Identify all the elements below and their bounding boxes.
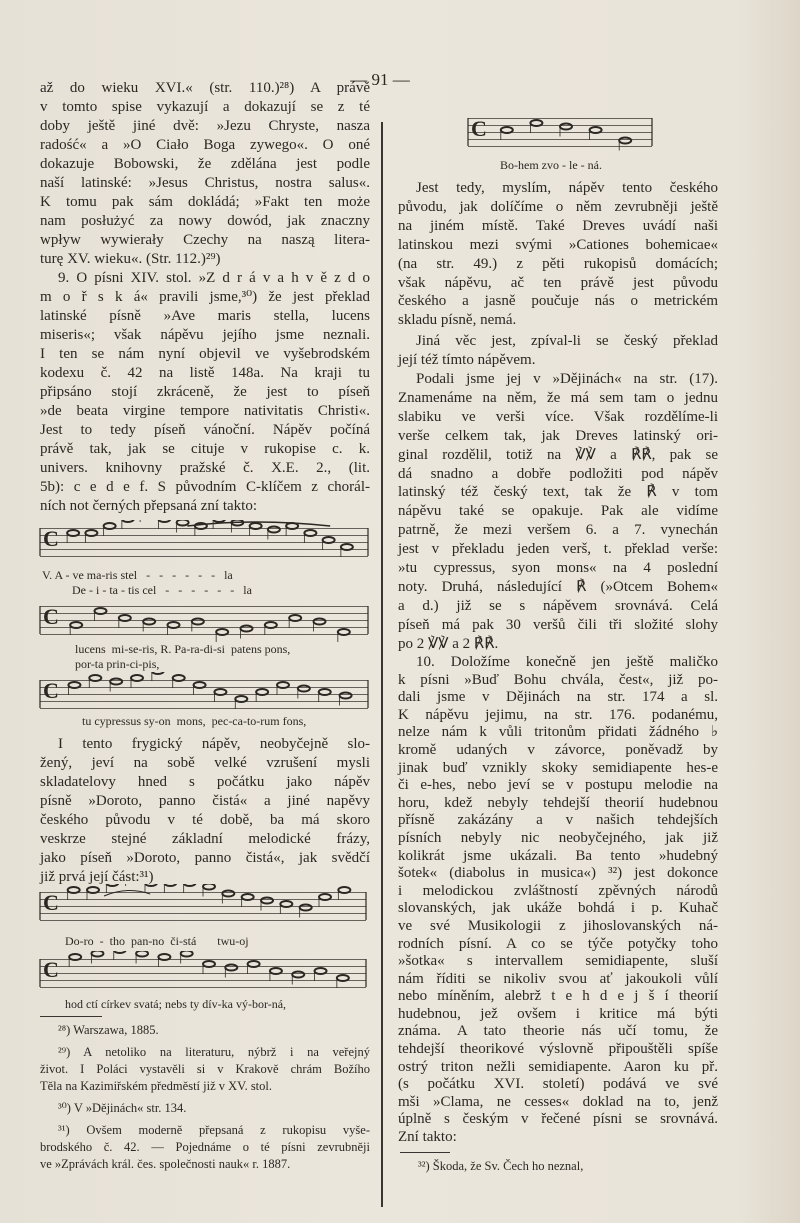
note [261,898,273,904]
text-line: skladatelovy hned s počátku jako nápěv [40,774,370,790]
c-clef-icon: C [43,604,59,629]
music-right-lyric-1: Bo-hem zvo - le - ná. [500,158,602,172]
music-staff-2 [38,598,370,648]
note [91,951,103,957]
note [168,622,180,628]
text-line: verše celkem tak, jak Dreves latinský ori- [398,427,718,444]
footnote [40,1044,370,1095]
note [222,891,234,897]
text-line: připsáno stojí zkráceně, že jest to píseň [40,384,370,400]
text-line: univers. knihovny pražské č. X.E. 2., (lit. [40,460,370,476]
note [270,968,282,974]
music-3-lyric-1: tu cypressus sy-on mons, pec-ca-to-rum fons, [82,714,307,728]
text-line: Jest tedy, myslím, nápěv tento českého [416,180,718,196]
text-line: doby ještě jiné dvě: »Jezu Chryste, nasza [40,118,370,134]
note [114,951,126,953]
music-2-lyric-2: por-ta prin-ci-pis, [75,657,160,671]
page-number: — 91 — [350,70,410,89]
note [158,954,170,960]
note [304,530,316,536]
text-line: miseris«; však nápěvu jejího jsme neznali. [40,327,370,343]
music-1-lyric-2: De - i - ta - tis cel - - - - - - la [72,583,252,597]
text-line: právě tak, jak se cituje v rukopise c. k. [40,441,370,457]
note [181,951,193,957]
note [68,887,80,893]
text-line: (na str. 49.) z pěti rukopisů domácích; [398,255,718,272]
right-paragraph-2 [398,332,718,370]
text-line: českého původu v té době, ba má skoro [40,812,370,828]
text-line: tehdejší theorikové výslovně připouštěli spíše [398,1041,718,1058]
note [104,523,116,529]
text-line: dali jsme v Dějinách na str. 174 a sl. [398,689,718,706]
slur [104,890,150,896]
footnotes-left [40,1022,370,1178]
note [192,619,204,625]
note [164,884,176,886]
text-line: nelze nám k vůli tritonům přidati žádného ♭ [398,724,718,741]
note [314,619,326,625]
music-staff-3 [38,672,370,718]
text-line: »šotka« s intervallem semidiapente, sluší [398,953,718,970]
text-line: mši »Clama, ne cesses« doklad na to, jenž [398,1093,718,1110]
page-edge-shadow [740,0,800,1223]
text-line: latinskou mezi svými »Cationes bohemicae« [398,236,718,253]
text-line: dá snadno a dobře podložiti pod nápěv [398,465,718,482]
note [338,629,350,635]
text-line: až do wieku XVI.« (str. 110.)²⁸) A právě [40,80,370,96]
note [338,887,350,893]
text-line: na jiném místě. Také Dreves uvádí naši [398,217,718,234]
footnote-line: ²⁸) Warszawa, 1885. [58,1023,159,1037]
note [68,682,80,688]
text-line: původu, jak dolíčíme o něm zevrubněji ještě [398,198,718,215]
text-line: (s počátku XVI. století) podává ve své [398,1076,718,1093]
text-line: její též tímto nápěvem. [398,351,536,368]
note [560,124,572,130]
note [110,679,122,685]
note [119,615,131,621]
text-line: m o ř s k á« pravili jsme,³⁰) že jest překlad [40,289,370,305]
text-line: K tomu pak sám dokládá; »Fakt ten może [40,194,370,210]
text-line: nám říditi se nikoliv svou ať jakoukoli vůlí [398,970,718,987]
note [315,968,327,974]
note [122,520,134,522]
text-line: veskrze stejné základní melodické frázy, [40,831,370,847]
music-1-lyric-1: V. A - ve ma-ris stel - - - - - - la [42,568,233,582]
note [250,523,262,529]
text-line: »de beata virgine tempore nativitatis Christi«. [40,403,370,419]
text-line: latinský též český text, tak že ℟ v tom [398,484,718,501]
note [530,120,542,126]
footnote-line: brodského č. 42. — Pojednáme o té písni zevrubněji [40,1140,370,1154]
note [145,884,157,886]
text-line: Podali jsme jej v »Dějinách« na str. (17). [416,371,718,387]
note [70,622,82,628]
music-2-lyric-1: lucens mi-se-ris, R. Pa-ra-di-si patens pons, [75,642,291,656]
footnote-line: Těla na Kazimiřském předměstí již v XV. stol. [40,1079,273,1093]
note [248,961,260,967]
text-line: »tu cypressus, syon mons« na 4 poslední [398,560,718,577]
text-line: turę XV. wieku«. (Str. 112.)²⁹) [40,251,221,267]
text-line: naší latinské: »Jesus Christus, nostra salus«. [40,175,370,191]
note [619,138,631,144]
footnotes-right [400,1158,720,1180]
music-staff-5 [38,951,368,997]
note [194,682,206,688]
music-staff-right [466,110,654,156]
c-clef-icon: C [43,957,59,982]
text-line: ginal rozdělil, totiž na ℣℣ a ℟℟, pak se [398,446,718,463]
c-clef-icon: C [471,116,487,141]
note [277,682,289,688]
text-line: kolikrát jsme ukázali. Ba tento »hudebný [398,847,718,864]
text-line: ve své Musikologii z jihoslovanských ná- [398,917,718,934]
text-line: nebo míněním, alebrž t e h d e j š í theorií [398,988,718,1005]
text-line: však nápěvu, ač ten právě jest původu [398,274,718,291]
text-line: noty. Druhá, následující ℟ (»Otcem Bohem« [398,578,718,595]
text-line: radość« a »O Ciało Boga zywego«. O oné [40,137,370,153]
music-5-lyric-1: hod ctí církev svatá; nebs ty dív-ka vý-bor-ná, [65,997,287,1011]
footnote-line: ³²) Škoda, že Sv. Čech ho neznal, [418,1159,584,1173]
c-clef-icon: C [43,678,59,703]
text-line: i melodickou zvláštností zpěvných národů [398,882,718,899]
text-line: jako píseň »Doroto, panno čistá«, jak svědčí [40,850,370,866]
note [67,530,79,536]
note [143,619,155,625]
note [95,608,107,614]
text-line: Jest to tedy píseň vánoční. Nápěv počíná [40,422,370,438]
text-line: jest v překladu jeden verš, t. překlad verše: [398,541,718,558]
note [289,615,301,621]
note [106,884,118,886]
note [298,686,310,692]
note [242,894,254,900]
left-paragraph-3 [40,735,370,887]
text-line: píseň má pak 30 veršů čili tři složité slohy [398,616,718,633]
text-line: šotek« (diabolus in musica«) ³²) jest dokonce [398,865,718,882]
note [69,954,81,960]
text-line: či e-hes, nebo jeví se v postupu melodie na [398,777,718,794]
music-staff-1 [38,520,370,570]
note [184,884,196,886]
text-line: skladu písně, nemá. [398,312,517,329]
text-line: Zní takto: [398,1129,457,1146]
text-line: rodních písní. A co se týče potyčky toho [398,935,718,952]
text-line: 10. Doložíme konečně jen ještě maličko [416,654,718,670]
note [501,127,513,133]
text-line: latinské písně »Ave maris stella, lucens [40,308,370,324]
note [341,544,353,550]
note [152,672,164,674]
footnote-line: ²⁹) A netoliko na literaturu, nýbrž i na veřejný [58,1045,370,1059]
c-clef-icon: C [43,890,59,915]
note [323,537,335,543]
text-line: patrně, že mezi veršem 6. a 7. vynechán [398,522,718,539]
text-line: po 2 ℣℣ a 2 ℟℟. [398,635,499,652]
note [319,894,331,900]
right-paragraph-4 [398,654,718,1147]
note [173,675,185,681]
text-line: úplně s českým v řečené písni se srovnává. [398,1111,718,1128]
text-line: písně »Doroto, panno čistá« a jiné napěvy [40,793,370,809]
text-line: českého a jasně poučuje nás o metrickém [398,293,718,310]
note [203,884,215,890]
note [203,961,215,967]
text-line: 9. O písni XIV. stol. »Z d r á v a h v ě z d o [58,270,370,286]
note [177,520,189,526]
text-line: písních nebyly nic neobyčejného, jak již [398,829,718,846]
note [340,693,352,699]
footnote-line: ³¹) Ovšem moderně přepsaná z rukopisu vyše- [58,1123,370,1137]
note [225,965,237,971]
left-paragraph-1 [40,79,370,269]
music-4-lyric-1: Do-ro - tho pan-no či-stá twu-oj [65,934,249,948]
note [337,975,349,981]
text-line: slabiku ve verši více. Však rozdělíme-li [398,408,718,425]
note [216,629,228,635]
note [158,520,170,522]
text-line: K nápěvu jejimu, na str. 176. podanému, [398,706,718,723]
text-line: nam posłużyć za nowy dowód, jak znaczny [40,213,370,229]
note [256,689,268,695]
c-clef-icon: C [43,526,59,551]
text-line: I ten se nám nyní objevil ve vyšebrodském [40,346,370,362]
note [319,689,331,695]
text-line: nápěvu také se opakuje. Pak ale vidíme [398,503,718,520]
right-paragraph-3 [398,370,718,654]
note [87,887,99,893]
note [131,675,143,681]
footnote-line: ³⁰) V »Dějinách« str. 134. [58,1101,187,1115]
note [241,626,253,632]
note [235,696,247,702]
text-line: Znamenáme na něm, že má sem tam o jednu [398,389,718,406]
note [214,689,226,695]
music-staff-4 [38,884,368,932]
text-line: kodexu č. 42 na listě 148a. Na kraji tu [40,365,370,381]
text-line: slovanských, jak ukáže bohdá i p. Kuhač [398,900,718,917]
text-line: žený, jeví na sobě velké vzrušení mysli [40,755,370,771]
footnote-line: život. I Poláci vystavěli si v Krakově chrám Božího [40,1062,370,1076]
text-line: dokazuje Bobowski, že zdělána jest podle [40,156,370,172]
note [213,520,225,522]
column-divider [381,122,383,1207]
text-line: kromě udaných v závorce, poněvadž by [398,741,718,758]
note [89,675,101,681]
text-line: známa. A tato theorie nás učí tomu, že [398,1023,718,1040]
text-line: k písni »Buď Bohu chvála, čest«, již po- [398,671,718,688]
note [85,530,97,536]
footnote-rule-right [400,1152,450,1153]
note [292,972,304,978]
note [268,527,280,533]
text-line: a d.) již se s nápěvem srovnává. Celá [398,597,718,614]
text-line: 5b): c e d e f. S původním C-klíčem z chorál- [40,479,370,495]
text-line: jinak buď vznikly skoky semidiapente hes-e [398,759,718,776]
text-line: v tomto spise vykazují a dokazují se z té [40,99,370,115]
note [280,901,292,907]
text-line: hudebnou, jež ovšem i kritice má býti [398,1005,718,1022]
left-paragraph-2 [40,269,370,516]
text-line: I tento frygický nápěv, neobyčejně slo- [58,736,370,752]
text-line: horu, kdež nebyly tehdejší theorií hudebnou [398,794,718,811]
note [590,127,602,133]
note [265,622,277,628]
text-line: již prvá její část:³¹) [40,869,154,885]
text-line: ních not černých přepsaná zní takto: [40,498,258,514]
note [300,905,312,911]
right-paragraph-1 [398,179,718,330]
footnote [40,1022,370,1039]
footnote [40,1100,370,1117]
text-line: přísně zakázány a v našich tehdejších [398,812,718,829]
footnote [400,1158,720,1175]
footnote [40,1122,370,1173]
text-line: wpływ wywierały Czechy na naszą litera- [40,232,370,248]
footnote-rule-left [40,1016,102,1017]
text-line: ostrý triton nežli semidiapente. Aaron ku př. [398,1058,718,1075]
note [136,951,148,957]
footnote-line: ve »Zprávách král. čes. společnosti nauk« r. 1887. [40,1157,291,1171]
text-line: Jiná věc jest, zpíval-li se český překlad [416,333,718,349]
